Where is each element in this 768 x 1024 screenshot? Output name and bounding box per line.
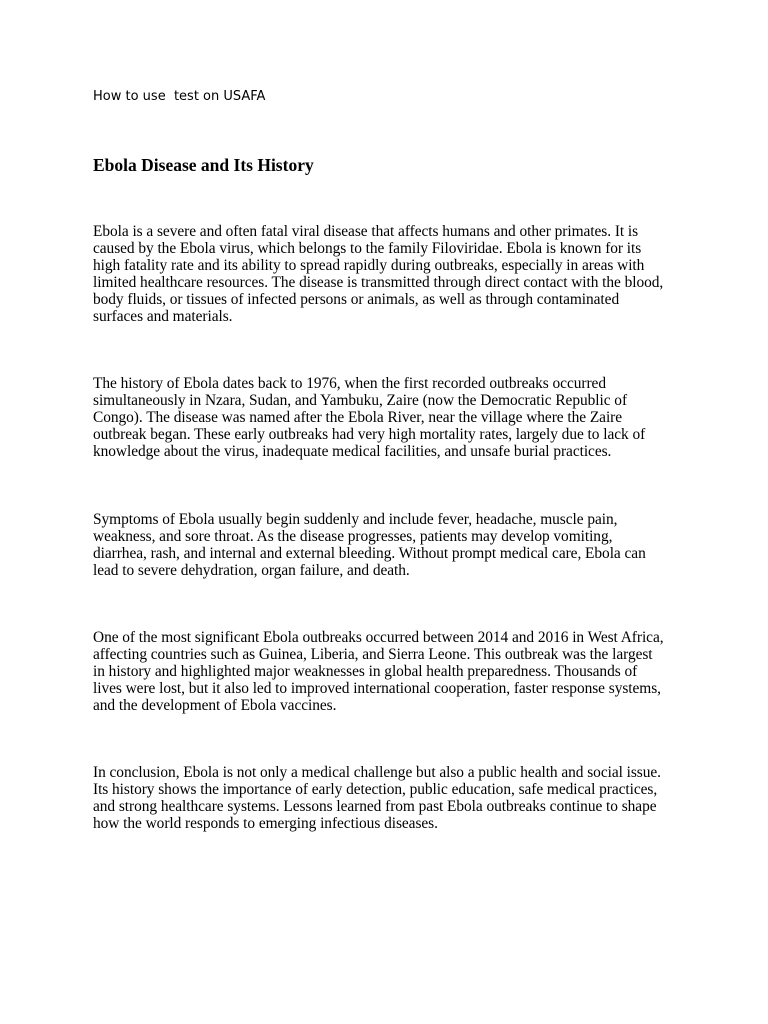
paragraph-line: how the world responds to emerging infectious diseases.: [93, 815, 438, 832]
paragraph-line: Symptoms of Ebola usually begin suddenly and include fever, headache, muscle pain,: [93, 511, 618, 528]
paragraph-line: caused by the Ebola virus, which belongs to the family Filoviridae. Ebola is known for its: [93, 240, 642, 257]
paragraph-line: knowledge about the virus, inadequate medical facilities, and unsafe burial practices.: [93, 443, 612, 460]
paragraph-conclusion: [93, 764, 683, 832]
paragraph-line: Ebola is a severe and often fatal viral disease that affects humans and other primates. It is: [93, 223, 639, 240]
paragraph-line: Congo). The disease was named after the Ebola River, near the village where the Zaire: [93, 409, 623, 426]
paragraph-line: outbreak began. These early outbreaks had very high mortality rates, largely due to lack of: [93, 426, 646, 443]
paragraph-line: weakness, and sore throat. As the disease progresses, patients may develop vomiting,: [93, 528, 613, 545]
paragraph-line: simultaneously in Nzara, Sudan, and Yambuku, Zaire (now the Democratic Republic of: [93, 392, 628, 409]
paragraph-symptoms: [93, 511, 683, 579]
paragraph-line: surfaces and materials.: [93, 308, 233, 325]
paragraph-history: [93, 375, 683, 460]
paragraph-line: Its history shows the importance of early detection, public education, safe medical practices,: [93, 781, 658, 798]
document-title: Ebola Disease and Its History: [93, 155, 314, 175]
paragraph-line: and the development of Ebola vaccines.: [93, 697, 337, 714]
paragraph-line: The history of Ebola dates back to 1976, when the first recorded outbreaks occurred: [93, 375, 606, 392]
paragraph-line: body fluids, or tissues of infected persons or animals, as well as through contaminated: [93, 291, 620, 308]
paragraph-west-africa-outbreak: [93, 629, 683, 714]
paragraph-line: lives were lost, but it also led to improved international cooperation, faster response systems,: [93, 680, 661, 697]
paragraph-line: in history and highlighted major weaknesses in global health preparedness. Thousands of: [93, 663, 638, 680]
header-text: How to use test on USAFA: [93, 89, 266, 104]
paragraph-line: limited healthcare resources. The disease is transmitted through direct contact with the blood,: [93, 274, 664, 291]
paragraph-line: diarrhea, rash, and internal and external bleeding. Without prompt medical care, Ebola can: [93, 545, 646, 562]
paragraph-line: lead to severe dehydration, organ failure, and death.: [93, 562, 410, 579]
paragraph-line: One of the most significant Ebola outbreaks occurred between 2014 and 2016 in West Africa,: [93, 629, 664, 646]
paragraph-introduction: [93, 223, 683, 325]
paragraph-line: In conclusion, Ebola is not only a medical challenge but also a public health and social issue.: [93, 764, 661, 781]
paragraph-line: and strong healthcare systems. Lessons learned from past Ebola outbreaks continue to shape: [93, 798, 657, 815]
paragraph-line: affecting countries such as Guinea, Liberia, and Sierra Leone. This outbreak was the largest: [93, 646, 653, 663]
paragraph-line: high fatality rate and its ability to spread rapidly during outbreaks, especially in areas with: [93, 257, 645, 274]
